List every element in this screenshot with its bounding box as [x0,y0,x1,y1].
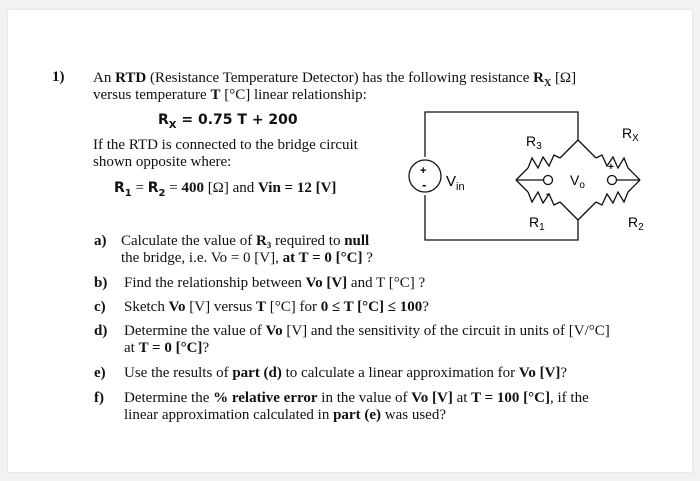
part-e-text: ? [560,365,568,381]
part-e-line [124,365,567,382]
part-e-text: Use the results of [124,365,233,381]
intro-line-2 [93,87,367,104]
part-d-text: Determine the value of [124,323,266,339]
intro-t: T [210,87,221,103]
part-f-line-2 [124,407,446,424]
vo-minus: - [546,188,550,200]
part-b-text: and T [°C] ? [347,275,426,291]
wire-bottom [425,195,578,240]
part-c-t: T [255,299,266,315]
part-f-text: was used? [381,407,446,423]
given-vin: Vin = 12 [V] [258,180,337,196]
eq-rhs: = 0.75 T + 200 [176,112,298,128]
vo-plus: + [608,162,614,173]
intro-text: versus temperature [93,87,211,103]
part-c-letter: c) [94,299,106,315]
part-c-text: [°C] for [265,299,321,315]
source-minus: - [422,177,427,192]
part-b-letter: b) [94,275,108,291]
wire-top [425,112,578,157]
given-value: 400 [181,180,204,196]
label-r3: $R_3$ [526,133,542,152]
given-eq: = [165,180,182,196]
part-d-text: [V] and the sensitivity of the circuit in units of [V/°C] [282,323,610,339]
part-f-text: in the value of [317,390,412,406]
bridge-text-1: If the RTD is connected to the bridge circuit [93,137,358,153]
intro-rtd: RTD [115,70,147,86]
part-e-vo: Vo [V] [518,365,561,381]
part-c-range: 0 ≤ T [°C] ≤ 100 [320,299,423,315]
source-plus: + [420,165,427,177]
part-a-line-1 [121,233,369,250]
part-f-text: Determine the [124,390,214,406]
part-a-letter: a) [94,233,107,249]
part-e-letter: e) [94,365,106,381]
label-r1: $R_1$ [529,214,545,233]
part-f-error: % relative error [213,390,318,406]
given-r2-sub: 2 [158,188,166,199]
given-values [114,180,336,202]
part-d-letter: d) [94,323,108,339]
part-c-text: [V] versus [185,299,256,315]
part-a-line-2 [121,250,373,267]
eq-lhs-sub: X [168,119,177,131]
part-a-null: null [344,233,370,249]
question-number: 1) [52,69,65,85]
part-a-r3: R₃ [255,233,272,249]
label-vo: $V_o$ [570,172,585,191]
resistor-r3-icon [528,155,560,168]
part-c-text: Sketch [124,299,169,315]
given-and: and [232,180,258,196]
part-d-vo: Vo [265,323,283,339]
bridge-circuit-diagram [398,90,683,250]
part-f-text: , if the [550,390,589,406]
part-b-vo: Vo [V] [305,275,348,291]
intro-text: An [93,70,116,86]
intro-rx: R [533,70,544,86]
part-f-text: at [452,390,472,406]
label-r2: $R_2$ [628,214,644,233]
part-d-line-2 [124,340,209,357]
label-rx: $R_X$ [622,125,639,144]
resistor-r1-icon [528,192,560,205]
part-d-text: at [124,340,139,356]
given-unit: [Ω] [203,180,233,196]
part-f-letter: f) [94,390,104,406]
part-f-text: linear approximation calculated in [124,407,334,423]
part-b-line [124,275,425,292]
resistor-r2-icon [596,192,628,205]
part-a-text: the bridge, i.e. Vo = 0 [V], [121,250,283,266]
part-e-text: to calculate a linear approximation for [281,365,519,381]
question-sheet [8,10,692,472]
intro-unit: [Ω] [551,70,577,86]
part-f-ref: part (e) [333,407,381,423]
part-a-condition: at T = 0 [°C] [282,250,363,266]
bridge-text-2: shown opposite where: [93,154,232,170]
part-f-condition: T = 100 [°C] [471,390,550,406]
part-f-line-1 [124,390,589,407]
part-a-text: Calculate the value of [121,233,256,249]
intro-text: (Resistance Temperature Detector) has the following resistance [146,70,534,86]
part-a-text: required to [271,233,345,249]
part-c-vo: Vo [168,299,186,315]
intro-text: [°C] linear relationship: [220,87,367,103]
part-d-condition: T = 0 [°C] [138,340,203,356]
part-c-line [124,299,429,316]
given-r1: R [114,180,125,196]
part-f-vo: Vo [V] [411,390,453,406]
part-d-line-1 [124,323,610,340]
terminal-left-icon [544,176,553,185]
given-r2: R [147,180,159,196]
given-eq: = [131,180,148,196]
intro-rx-sub: X [543,78,552,89]
given-r1-sub: 1 [124,188,132,199]
eq-lhs: R [158,112,169,128]
part-d-text: ? [202,340,210,356]
terminal-right-icon [608,176,617,185]
part-b-text: Find the relationship between [124,275,306,291]
rx-equation [158,112,298,134]
part-c-text: ? [422,299,429,315]
part-a-text: ? [362,250,373,266]
label-vin: $V_{in}$ [446,173,465,193]
part-e-ref: part (d) [232,365,282,381]
